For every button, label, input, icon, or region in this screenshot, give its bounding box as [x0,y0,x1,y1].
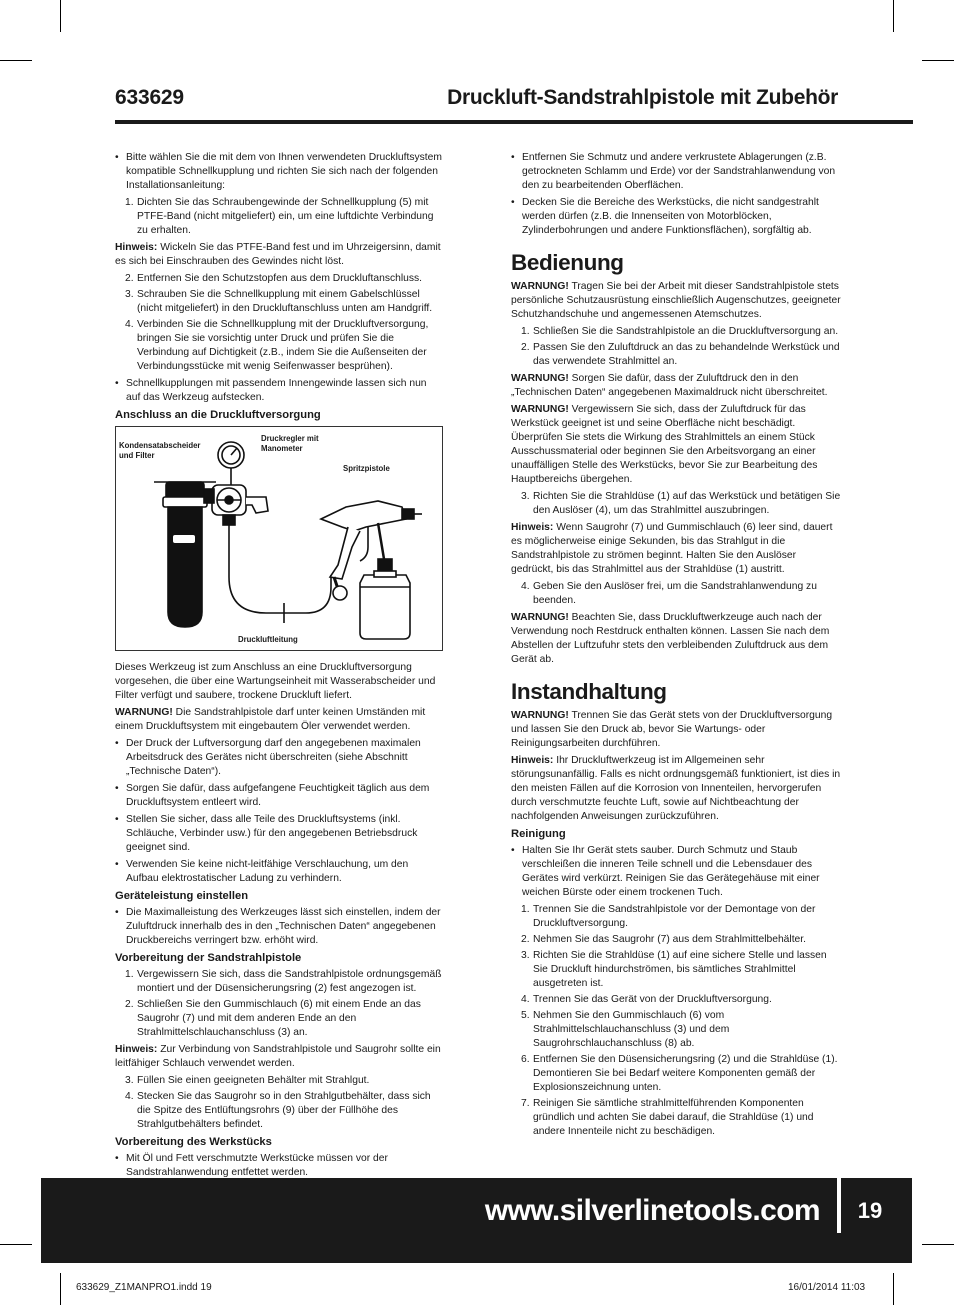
list-item: 6. Entfernen Sie den Düsensicherungsring (2) und die Strahldüse (1). Demontieren Sie bei Bedarf weitere Komponenten gemäß der Explosionszeichnung unten. [521,1054,838,1093]
page-number: 19 [857,1198,883,1223]
list-item: 4. Geben Sie den Auslöser frei, um die Sandstrahlanwendung zu beenden. [521,581,817,606]
left-column [115,151,443,1183]
section-heading: Anschluss an die Druckluftversorgung [115,409,321,421]
product-code: 633629 [115,86,184,109]
warning-paragraph: WARNUNG! Beachten Sie, dass Druckluftwerkzeuge auch nach der Verwendung noch Restdruck enthalten können. Lassen Sie nach dem Abstellen der Luftzufuhr stets den verbleibenden Zuluftdruck aus dem Gerät ab. [511,612,830,665]
numbered-list [511,903,841,1139]
list-item: 3. Richten Sie die Strahldüse (1) auf eine sichere Stelle und lassen Sie Druckluft hindurchströmen, bis sämtliches Strahlmittel ausgetreten ist. [521,950,827,989]
section-heading: Vorbereitung des Werkstücks [115,1136,272,1148]
list-item: • Die Maximalleistung des Werkzeuges lässt sich einstellen, indem der Zuluftdruck innerhalb des in den „Technischen Daten“ angegebenen Druckbereichs verringert bzw. erhöht wird. [115,906,443,948]
crop-mark [893,0,894,32]
crop-mark [922,1244,954,1245]
list-item: • Sorgen Sie dafür, dass aufgefangene Feuchtigkeit täglich aus dem Druckluftsystem entleert wird. [115,782,443,810]
label-spray-gun: Spritzpistole [343,464,390,473]
list-item: • Bitte wählen Sie die mit dem von Ihnen verwendeten Druckluftsystem kompatible Schnellkupplung und richten Sie sich nach der folgenden Installationsanleitung: [115,151,443,193]
right-column [511,151,841,1142]
label-regulator: Druckregler mit Manometer [261,434,319,453]
section-heading: Geräteleistung einstellen [115,890,249,902]
list-item: 2. Schließen Sie den Gummischlauch (6) mit einem Ende an das Saugrohr (7) und mit dem anderen Ende an den Strahlmittelschlauchanschluss (3) an. [125,999,421,1038]
list-item: 1. Dichten Sie das Schraubengewinde der Schnellkupplung (5) mit PTFE-Band (nicht mitgeliefert) ein, um eine luftdichte Verbindung zu erhalten. [125,197,434,236]
list-item: • Stellen Sie sicher, dass alle Teile des Druckluftsystems (inkl. Schläuche, Verbinder usw.) für den angegebenen Betriebsdruck geeignet sind. [115,813,443,855]
bullet-list [115,377,443,405]
section-heading: Vorbereitung der Sandstrahlpistole [115,952,302,964]
crop-mark [893,1273,894,1305]
list-item: 2. Entfernen Sie den Schutzstopfen aus dem Druckluftanschluss. [125,273,423,284]
label-air-hose: Druckluftleitung [238,635,298,644]
list-item: • Verwenden Sie keine nicht-leitfähige Verschlauchung, um den Aufbau elektrostatischer Ladung zu verhindern. [115,858,443,886]
bullet-list [115,737,443,886]
note-paragraph: Hinweis: Wenn Saugrohr (7) und Gummischlauch (6) leer sind, dauert es möglicherweise einige Sekunden, bis das Strahlgut in die Sandstrahlpistole zu strömen beginnt. Halten Sie den Auslöser gedrückt, bis das Strahlmittel aus der Strahldüse (1) austritt. [511,522,833,575]
numbered-list [511,325,841,369]
numbered-list [511,490,841,518]
list-item: 2. Passen Sie den Zuluftdruck an das zu behandelnde Werkstück und das verwendete Strahlmittel an. [521,342,840,367]
crop-mark [60,0,61,32]
warning-paragraph: WARNUNG! Vergewissern Sie sich, dass der Zuluftdruck für das Werkstück geeignet ist und seine Oberfläche nicht beschädigt. Überprüfen Sie stets die Wirkung des Strahlmittels an einem Stück Ausschussmaterial oder beginnen Sie den Arbeitsvorgang an einer unauffälligen Stelle des Werkstücks, bevor Sie zur Bearbeitung des Hauptbereichs übergehen. [511,404,818,485]
numbered-list [115,968,443,1040]
bullet-list [511,151,841,238]
website-link[interactable]: www.silverlinetools.com [484,1194,820,1227]
numbered-list [511,580,841,608]
warning-paragraph: WARNUNG! Tragen Sie bei der Arbeit mit dieser Sandstrahlpistole stets persönliche Schutzausrüstung einschließlich Augenschutzes, geeigneter Schutzhandschuhe und angemessenen Atemschutzes. [511,281,841,320]
section-heading: Reinigung [511,828,566,840]
label-filter: Kondensatabscheider und Filter [119,441,201,460]
crop-mark [922,60,954,61]
numbered-list [115,196,443,238]
numbered-list [115,1074,443,1132]
paragraph: Dieses Werkzeug ist zum Anschluss an eine Druckluftversorgung vorgesehen, die über eine Wartungseinheit mit Wasserabscheider und Filter verfügt und saubere, trockene Druckluft liefert. [115,662,436,701]
list-item: 2. Nehmen Sie das Saugrohr (7) aus dem Strahlmittelbehälter. [521,934,807,945]
list-item: • Schnellkupplungen mit passendem Innengewinde lassen sich nun auf das Werkzeug aufstecken. [115,377,443,405]
list-item: 3. Füllen Sie einen geeigneten Behälter mit Strahlgut. [125,1075,370,1086]
bullet-list [511,844,841,900]
list-item: 3. Richten Sie die Strahldüse (1) auf das Werkstück und betätigen Sie den Auslöser (4), um das Strahlmittel auszubringen. [521,491,841,516]
note-paragraph: Hinweis: Zur Verbindung von Sandstrahlpistole und Saugrohr sollte ein leitfähiger Schlauch verwendet werden. [115,1044,441,1069]
list-item: • Entfernen Sie Schmutz und andere verkrustete Ablagerungen (z.B. getrockneten Schlamm und Erde) vor der Sandstrahlanwendung von den zu bearbeitenden Oberflächen. [511,151,841,193]
section-title-operation: Bedienung [511,250,624,275]
note-paragraph: Hinweis: Ihr Druckluftwerkzeug ist im Allgemeinen sehr störungsunanfällig. Falls es nicht ordnungsgemäß funktioniert, ist dies in den meisten Fällen auf die Korrosion von Innenteilen, hervorgerufen durch verschmutzte feuchte Luft, sowie auf Nichtbeachtung der nachfolgenden Anweisungen zurückzuführen. [511,755,841,822]
warning-paragraph: WARNUNG! Sorgen Sie dafür, dass der Zuluftdruck den in den „Technischen Daten“ angegebenen Maximaldruck nicht überschreitet. [511,373,828,398]
crop-mark [0,1244,32,1245]
list-item: 7. Reinigen Sie sämtliche strahlmittelführenden Komponenten gründlich und achten Sie dabei darauf, die Strahldüse (1) und andere Innenteile nicht zu beschädigen. [521,1098,814,1137]
warning-paragraph: WARNUNG! Trennen Sie das Gerät stets von der Druckluftversorgung und lassen Sie den Druck ab, bevor Sie Wartungs- oder Reinigungsarbeiten durchführen. [511,710,833,749]
bullet-list [115,906,443,948]
list-item: 4. Trennen Sie das Gerät von der Druckluftversorgung. [521,994,772,1005]
list-item: 4. Verbinden Sie die Schnellkupplung mit der Druckluftversorgung, bringen Sie sie vorsichtig unter Druck und prüfen Sie die Verbindung auf Dichtigkeit (z.B., indem Sie die Außenseiten der Verbindungsstücke mit wenig Seifenwasser besprühen). [125,319,429,372]
warning-paragraph: WARNUNG! Die Sandstrahlpistole darf unter keinen Umständen mit einem Druckluftsystem mit eingebautem Öler verwendet werden. [115,707,426,732]
section-title-maintenance: Instandhaltung [511,679,667,704]
crop-mark [60,1273,61,1305]
bullet-list [115,151,443,193]
list-item: 1. Vergewissern Sie sich, dass die Sandstrahlpistole ordnungsgemäß montiert und der Düsensicherungsring (2) fest angezogen ist. [125,969,442,994]
page-title: Druckluft-Sandstrahlpistole mit Zubehör [447,86,838,109]
list-item: 5. Nehmen Sie den Gummischlauch (6) vom Strahlmittelschlauchanschluss (3) und dem Saugrohrschlauchanschluss (8) ab. [521,1010,730,1049]
note-paragraph: Hinweis: Wickeln Sie das PTFE-Band fest und im Uhrzeigersinn, damit es sich bei Einschrauben des Gewindes nicht löst. [115,242,441,267]
list-item: • Halten Sie Ihr Gerät stets sauber. Durch Schmutz und Staub verschleißen die inneren Teile schnell und die Lebensdauer des Gerätes wird verkürzt. Reinigen Sie das Gerätegehäuse mit einer weichen Bürste oder einem trockenen Tuch. [511,844,841,900]
list-item: 4. Stecken Sie das Saugrohr so in den Strahlgutbehälter, dass sich die Spitze des Entlüftungsrohrs (9) über der Füllhöhe des Strahlgutbehälters befindet. [125,1091,431,1130]
list-item: • Decken Sie die Bereiche des Werkstücks, die nicht sandgestrahlt werden dürfen (z.B. die Innenseiten von Motorblöcken, Zylinderbohrungen und andere Funktionsflächen), sorgfältig ab. [511,196,841,238]
list-item: 1. Trennen Sie die Sandstrahlpistole vor der Demontage von der Druckluftversorgung. [521,904,816,929]
air-supply-diagram [115,426,443,651]
print-slug-date: 16/01/2014 11:03 [788,1282,866,1293]
list-item: • Der Druck der Luftversorgung darf den angegebenen maximalen Arbeitsdruck des Gerätes nicht überschreiten (siehe Abschnitt „Technische Daten“). [115,737,443,779]
crop-mark [0,60,32,61]
list-item: 3. Schrauben Sie die Schnellkupplung mit einem Gabelschlüssel (nicht mitgeliefert) in den Druckluftanschluss unten am Handgriff. [125,289,433,314]
footer-separator [837,1178,841,1233]
list-item: • Mit Öl und Fett verschmutzte Werkstücke müssen vor der Sandstrahlanwendung entfettet werden. [115,1152,443,1180]
list-item: 1. Schließen Sie die Sandstrahlpistole an die Druckluftversorgung an. [521,326,839,337]
bullet-list [115,1152,443,1180]
print-slug-file: 633629_Z1MANPRO1.indd 19 [76,1282,212,1293]
numbered-list [115,272,443,374]
header-rule [115,120,913,124]
